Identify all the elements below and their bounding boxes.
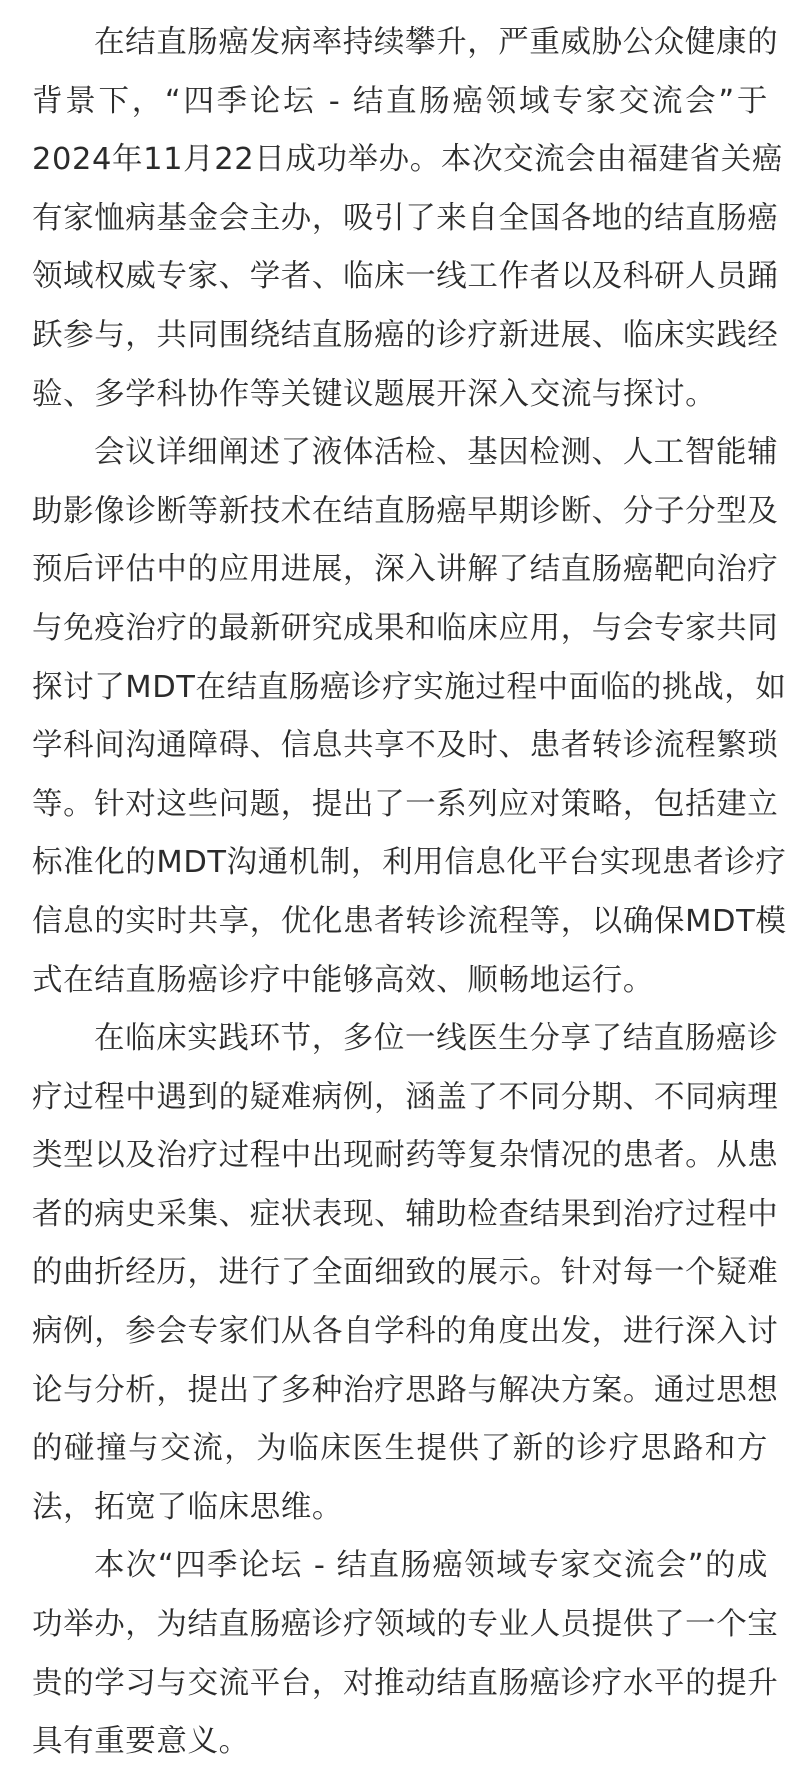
paragraph-line: 2024年11月22日成功举办。本次交流会由福建省关癌 [32, 142, 783, 178]
paragraph-line: 贵的学习与交流平台，对推动结直肠癌诊疗水平的提升 [32, 1665, 779, 1701]
paragraph-line: 等。针对这些问题，提出了一系列应对策略，包括建立 [32, 786, 779, 822]
paragraph-line: 会议详细阐述了液体活检、基因检测、人工智能辅 [94, 435, 779, 471]
paragraph-4 [32, 1537, 779, 1771]
paragraph-line: 病例，参会专家们从各自学科的角度出发，进行深入讨 [32, 1314, 779, 1350]
paragraph-line: 跃参与，共同围绕结直肠癌的诊疗新进展、临床实践经 [32, 317, 779, 353]
paragraph-line: 与免疫治疗的最新研究成果和临床应用，与会专家共同 [32, 610, 779, 646]
paragraph-line: 学科间沟通障碍、信息共享不及时、患者转诊流程繁琐 [32, 728, 779, 764]
paragraph-2 [32, 424, 787, 1010]
paragraph-line: 在结直肠癌发病率持续攀升，严重威胁公众健康的 [94, 25, 779, 60]
paragraph-line: 论与分析，提出了多种治疗思路与解决方案。通过思想 [32, 1372, 779, 1408]
paragraph-line: 本次“四季论坛 - 结直肠癌领域专家交流会”的成 [94, 1548, 768, 1584]
paragraph-line: 信息的实时共享，优化患者转诊流程等，以确保MDT模 [32, 903, 787, 939]
paragraph-line: 在临床实践环节，多位一线医生分享了结直肠癌诊 [94, 1021, 779, 1057]
paragraph-line: 助影像诊断等新技术在结直肠癌早期诊断、分子分型及 [32, 493, 779, 529]
paragraph-line: 标准化的MDT沟通机制，利用信息化平台实现患者诊疗 [32, 845, 787, 881]
paragraph-line: 有家恤病基金会主办，吸引了来自全国各地的结直肠癌 [32, 200, 779, 236]
paragraph-line: 式在结直肠癌诊疗中能够高效、顺畅地运行。 [32, 962, 654, 998]
paragraph-line: 预后评估中的应用进展，深入讲解了结直肠癌靶向治疗 [32, 552, 779, 588]
paragraph-line: 探讨了MDT在结直肠癌诊疗实施过程中面临的挑战，如 [32, 669, 787, 705]
paragraph-line: 背景下，“四季论坛 - 结直肠癌领域专家交流会”于 [32, 83, 768, 119]
paragraph-line: 验、多学科协作等关键议题展开深入交流与探讨。 [32, 376, 717, 412]
paragraph-3 [32, 1010, 779, 1537]
paragraph-line: 具有重要意义。 [32, 1724, 250, 1760]
paragraph-line: 疗过程中遇到的疑难病例，涵盖了不同分期、不同病理 [32, 1079, 779, 1115]
paragraph-line: 类型以及治疗过程中出现耐药等复杂情况的患者。从患 [32, 1138, 779, 1174]
paragraph-line: 者的病史采集、症状表现、辅助检查结果到治疗过程中 [32, 1196, 779, 1232]
paragraph-line: 的曲折经历，进行了全面细致的展示。针对每一个疑难 [32, 1255, 779, 1291]
paragraph-1 [32, 14, 783, 424]
paragraph-line: 领域权威专家、学者、临床一线工作者以及科研人员踊 [32, 259, 779, 295]
paragraph-line: 的碰撞与交流，为临床医生提供了新的诊疗思路和方 [32, 1431, 768, 1467]
paragraph-line: 法，拓宽了临床思维。 [32, 1489, 343, 1525]
paragraph-line: 功举办，为结直肠癌诊疗领域的专业人员提供了一个宝 [32, 1607, 779, 1643]
